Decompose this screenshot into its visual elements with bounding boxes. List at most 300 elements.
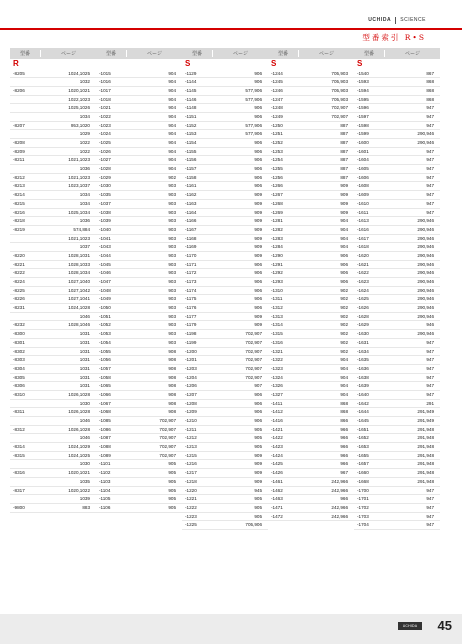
index-row [96,209,182,218]
index-row [268,382,354,391]
index-row [268,191,354,200]
index-row [182,330,268,339]
page-ref: 1022,1023 [68,96,90,102]
index-row [10,269,96,278]
model-number: -1254 [271,157,283,163]
page-ref: 909 [254,200,262,206]
page-ref: 947 [426,504,434,510]
page-ref: 883 [82,504,90,510]
page-ref: 907 [254,383,262,389]
model-number: -1052 [99,322,111,328]
column-header [268,48,354,59]
index-row [182,174,268,183]
index-row [268,182,354,191]
model-number: -1211 [185,426,197,432]
top-red-rule [0,28,462,30]
page-ref: 904 [340,244,348,250]
model-number: -8220 [13,252,25,258]
model-number: -1267 [271,192,283,198]
model-number: -8232 [13,322,25,328]
page-ref: 966 [340,496,348,502]
model-number: -1220 [185,487,197,493]
page-ref: 909 [254,244,262,250]
page-ref: 290,946 [417,235,434,241]
page-ref: 909 [254,478,262,484]
index-row [10,321,96,330]
model-number: -1282 [271,226,283,232]
model-number: -1639 [357,383,369,389]
page-ref: 290,946 [417,131,434,137]
index-row [10,235,96,244]
index-column [10,48,96,530]
section-letter: R [13,59,19,68]
index-row [10,443,96,452]
page-ref: 966 [340,444,348,450]
model-number [10,313,40,321]
index-row [268,78,354,87]
index-row [10,87,96,96]
page-ref: 902 [168,174,176,180]
index-row [182,452,268,461]
model-number: -1177 [185,313,197,319]
page-ref: 947 [426,496,434,502]
index-row [268,443,354,452]
page-ref: 1031 [79,365,90,371]
page-ref: 702,907 [159,444,176,450]
index-row [268,487,354,496]
page-ref: 947 [426,192,434,198]
model-number: -1604 [357,157,369,163]
page-ref: 947 [426,374,434,380]
index-row [96,139,182,148]
index-row [182,513,268,522]
page-ref: 1035 [79,478,90,484]
index-row [354,478,440,487]
model-number: -1315 [271,331,283,337]
page-ref: 242,966 [331,487,348,493]
index-row [10,460,96,469]
model-number: -1217 [185,470,197,476]
page-ref: 1026,1028 [68,409,90,415]
page-ref: 291,948 [417,426,434,432]
page-ref: 909 [340,192,348,198]
index-row [182,261,268,270]
index-row [182,339,268,348]
model-number: -8310 [13,391,25,397]
page-ref: 909 [254,470,262,476]
page-ref: 887 [340,140,348,145]
model-number: -1161 [185,183,197,189]
page-ref: 702,907 [159,418,176,423]
index-row [182,313,268,322]
page-ref: 909 [254,452,262,458]
index-row [182,460,268,469]
model-number: -1039 [99,218,111,224]
model-number: -1634 [357,348,369,354]
page-ref: 908 [168,365,176,371]
model-number: -8222 [13,270,25,276]
page-ref: 905 [254,435,262,441]
index-row [354,156,440,165]
model-number: -1323 [271,365,283,371]
index-row [10,148,96,157]
page-ref: 887 [340,157,348,163]
index-row [268,330,354,339]
index-row [268,209,354,218]
page-ref: 909 [254,218,262,224]
header-model: 型番 [277,51,288,57]
index-row [96,434,182,443]
page-ref: 1021,1023 [68,235,90,241]
page-ref: 904 [168,105,176,111]
index-row [96,235,182,244]
model-number [10,235,40,243]
model-number: -1620 [357,252,369,258]
page-ref: 903 [168,296,176,302]
index-row [354,408,440,417]
model-number: -1029 [99,174,111,180]
model-number: -1249 [271,113,283,119]
index-row [268,113,354,122]
page-ref: 1028,1033 [68,261,90,267]
model-number: -1599 [357,131,369,137]
model-number: -1462 [271,487,283,493]
index-row [10,452,96,461]
page-ref: 904 [168,148,176,154]
page-ref: 290,946 [417,140,434,145]
model-number: -1290 [271,252,283,258]
index-row [182,278,268,287]
index-row [354,443,440,452]
index-row [10,417,96,426]
page-ref: 903 [168,226,176,232]
model-number: -1199 [185,339,197,345]
model-number: -9800 [13,504,25,510]
model-number: -1207 [185,391,197,397]
model-number: -1175 [185,296,197,302]
index-row [96,96,182,105]
page-ref: 906 [254,70,262,76]
model-number: -1162 [185,192,197,198]
page-ref: 1024,1028 [68,305,90,311]
index-row [10,426,96,435]
model-number: -1631 [357,339,369,345]
model-number: -1035 [99,192,111,198]
page-ref: 906 [254,400,262,406]
index-row [182,495,268,504]
page-ref: 705,903 [331,96,348,102]
page-ref: 947 [426,157,434,163]
page-ref: 705,903 [331,87,348,93]
page-ref: 1031 [79,331,90,337]
page-ref: 1031 [79,339,90,345]
index-row [182,521,268,530]
page-ref: 1028,1031 [68,252,90,258]
index-row [96,252,182,261]
index-row [268,96,354,105]
page-ref: 906 [254,287,262,293]
index-row [268,374,354,383]
page-ref: 906 [254,174,262,180]
index-row [10,122,96,131]
page-ref: 1027,1042 [68,287,90,293]
model-number: -1597 [357,113,369,119]
model-number: -1210 [185,418,197,423]
model-number: -1326 [271,383,283,389]
page-ref: 291,948 [417,478,434,484]
model-number: -1058 [99,374,111,380]
model-number: -1051 [99,313,111,319]
model-number: -1618 [357,244,369,250]
model-number: -1248 [271,105,283,111]
index-row [354,78,440,87]
page-ref: 290,946 [417,279,434,284]
index-row [354,417,440,426]
page-ref: 290,946 [417,244,434,250]
model-number: -1048 [99,287,111,293]
model-number: -1171 [185,261,197,267]
page-ref: 947 [426,105,434,111]
model-number: -1461 [271,478,283,484]
index-row [354,226,440,235]
index-row [182,469,268,478]
model-number: -1310 [271,287,283,293]
page-ref: 908 [168,348,176,354]
page-ref: 909 [254,235,262,241]
model-number: -1644 [357,409,369,415]
page-ref: 904 [168,131,176,137]
page-ref: 906 [254,391,262,397]
index-row [10,408,96,417]
index-row [182,209,268,218]
index-row [182,165,268,174]
index-column [268,48,354,530]
index-row [96,87,182,96]
model-number: -1625 [357,296,369,302]
page-ref: 887 [340,122,348,128]
page-ref: 904 [340,374,348,380]
model-number: -1247 [271,96,283,102]
page-ref: 904 [168,113,176,119]
index-row [182,391,268,400]
model-number: -1166 [185,218,197,224]
index-row [96,78,182,87]
index-row [10,191,96,200]
model-number: -1030 [99,183,111,189]
index-row [96,408,182,417]
index-row [10,348,96,357]
page-ref: 966 [340,452,348,458]
page-ref: 887 [340,131,348,137]
model-number [10,400,40,408]
page-ref: 908 [168,409,176,415]
model-number: -8211 [13,157,25,163]
index-row [10,304,96,313]
index-row [182,243,268,252]
model-number: -1044 [99,252,111,258]
index-row [268,400,354,409]
index-row [182,235,268,244]
index-row [10,96,96,105]
page-ref: 906 [340,270,348,276]
model-number: -1157 [185,166,197,172]
page-ref: 905 [254,496,262,502]
model-number: -1176 [185,305,197,311]
header-page: ページ [384,50,440,57]
model-number: -1660 [357,470,369,476]
index-row [354,287,440,296]
model-number: -1104 [99,487,111,493]
page-ref: 903 [168,261,176,267]
page-ref: 291,948 [417,470,434,476]
page-ref: 909 [340,183,348,189]
index-row [354,434,440,443]
page-ref: 1021,1023 [68,157,90,163]
model-number: -8317 [13,487,25,493]
index-row [96,269,182,278]
index-row [182,356,268,365]
index-row [268,321,354,330]
index-row [182,87,268,96]
page-ref: 966 [340,426,348,432]
model-number: -8314 [13,444,25,450]
model-number: -1018 [99,96,111,102]
column-header [96,48,182,59]
page-ref: 290,946 [417,287,434,293]
model-number: -1066 [99,391,111,397]
page-ref: 1024,1025 [68,452,90,458]
page-ref: 903 [168,279,176,284]
model-number: -1606 [357,174,369,180]
model-number: -8300 [13,331,25,337]
model-number: -1087 [99,435,111,441]
index-row [268,365,354,374]
index-row [182,504,268,513]
index-row [96,287,182,296]
model-number: -8224 [13,279,25,284]
page-ref: 903 [168,287,176,293]
model-number: -1204 [185,374,197,380]
index-row [182,217,268,226]
page-ref: 290,946 [417,296,434,302]
page-ref: 1032 [79,79,90,85]
index-row [354,182,440,191]
index-row [268,460,354,469]
page-ref: 702,907 [159,452,176,458]
index-row [268,339,354,348]
index-row [182,365,268,374]
index-row [268,313,354,322]
section-letter: S [357,59,363,68]
index-row [96,478,182,487]
page-ref: 1020,1022 [68,487,90,493]
index-row [10,374,96,383]
page-ref: 947 [426,513,434,519]
model-number [10,417,40,425]
page-ref: 947 [426,183,434,189]
model-number: -1105 [99,496,111,502]
page-ref: 909 [254,252,262,258]
page-ref: 903 [168,235,176,241]
page-ref: 909 [254,226,262,232]
index-row [354,278,440,287]
model-number: -1045 [99,261,111,267]
model-number [10,478,40,486]
model-number: -1616 [357,226,369,232]
model-number: -1613 [357,218,369,224]
model-number: -1313 [271,313,283,319]
model-number: -1022 [99,113,111,119]
index-row [268,174,354,183]
page-ref: 903 [168,270,176,276]
page-ref: 905 [254,504,262,510]
index-row [96,295,182,304]
index-row [354,122,440,131]
page-ref: 290,946 [417,218,434,224]
page-ref: 947 [426,209,434,215]
index-row [268,70,354,79]
model-number: -1167 [185,226,197,232]
index-row [268,391,354,400]
index-row [10,156,96,165]
index-row [96,148,182,157]
index-row [354,521,440,530]
page-ref: 1021,1023 [68,174,90,180]
index-row [182,122,268,131]
page-ref: 902 [340,313,348,319]
page-ref: 1022 [79,148,90,154]
index-row [96,304,182,313]
index-row [10,434,96,443]
model-number: -8219 [13,226,25,232]
page-ref: 904 [168,79,176,85]
index-row [268,495,354,504]
model-number: -8304 [13,365,25,371]
index-row [10,261,96,270]
model-number: -1425 [271,461,283,467]
index-row [182,104,268,113]
index-row [96,182,182,191]
page-ref: 947 [426,166,434,172]
model-number: -1422 [271,435,283,441]
model-number: -1216 [185,461,197,467]
page-ref: 290,946 [417,270,434,276]
page-ref: 947 [426,383,434,389]
model-number: -1655 [357,452,369,458]
model-number: -1314 [271,322,283,328]
index-row [96,113,182,122]
model-number: -1327 [271,391,283,397]
page-ref: 1036 [79,218,90,224]
model-number: -1144 [185,79,197,85]
model-number [10,434,40,442]
page-ref: 902 [340,322,348,328]
model-number: -1037 [99,200,111,206]
model-number: -1252 [271,140,283,145]
page-ref: 947 [426,365,434,371]
model-number: -1169 [185,244,197,250]
page-ref: 903 [168,218,176,224]
index-row [96,104,182,113]
model-number: -1103 [99,478,111,484]
page-ref: 291,948 [417,461,434,467]
model-number: -8312 [13,426,25,432]
index-row [182,113,268,122]
page-ref: 909 [254,322,262,328]
model-number: -1223 [185,513,197,519]
brand-header [368,15,426,25]
index-column [96,48,182,530]
